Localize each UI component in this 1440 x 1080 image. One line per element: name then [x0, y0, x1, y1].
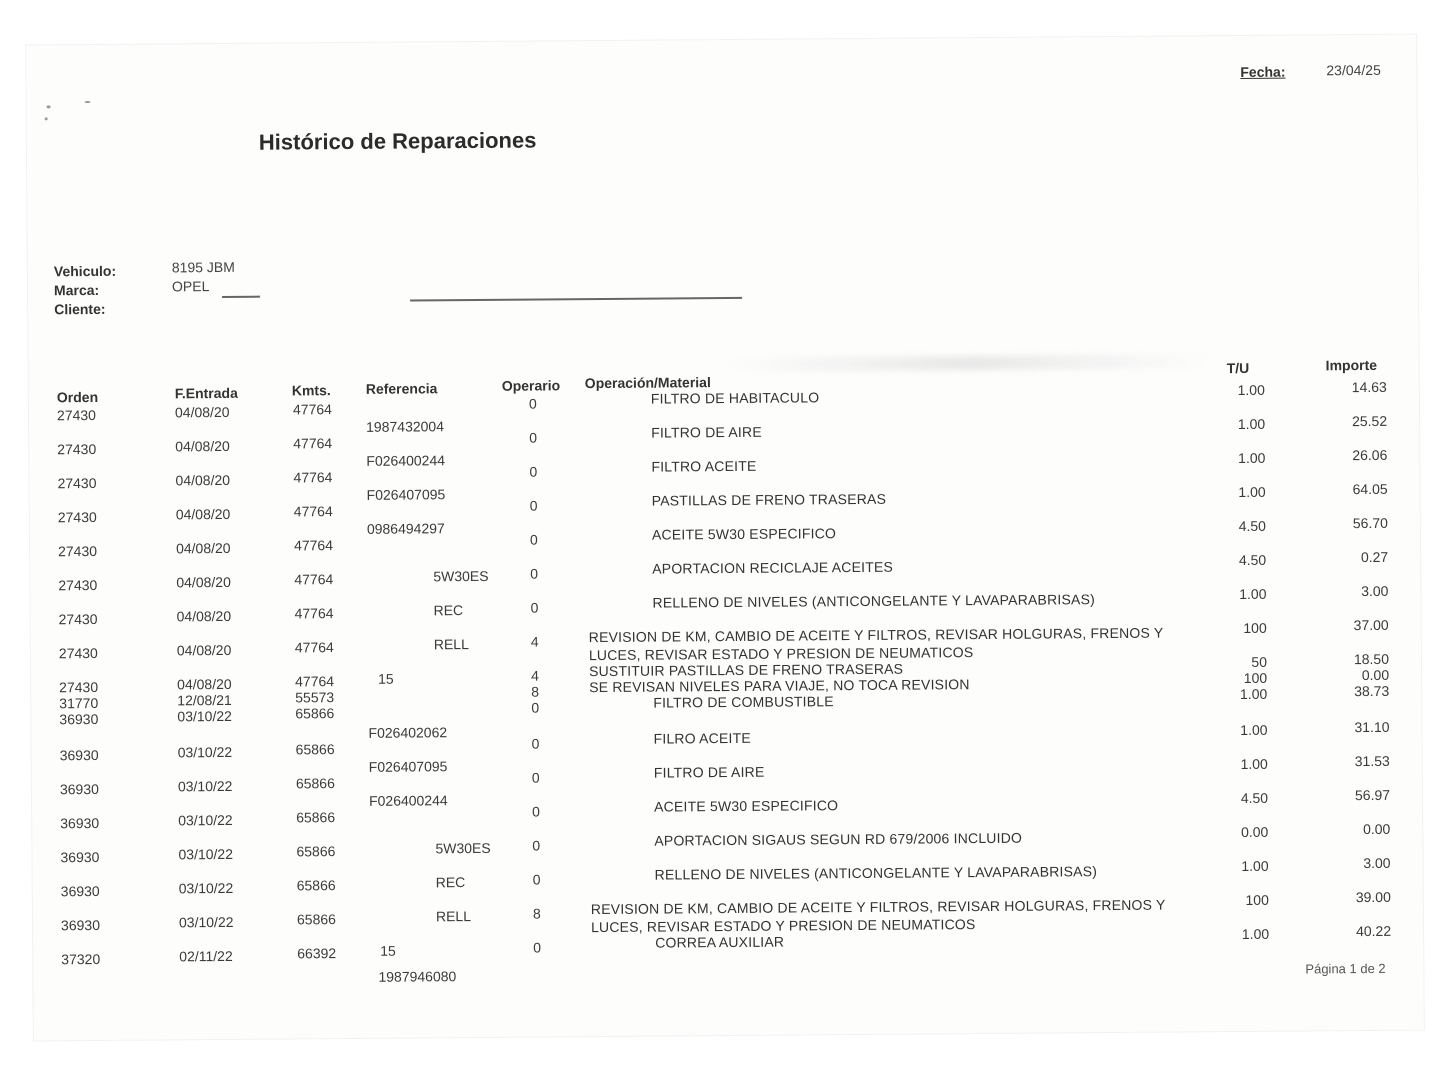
cell-kmts: 47764: [293, 503, 333, 520]
cell-importe: 37.00: [1353, 616, 1389, 634]
cell-orden: 27430: [56, 406, 96, 424]
cell-tu: 4.50: [1238, 551, 1267, 569]
cell-operacion: FILTRO DE HABITACULO: [650, 389, 820, 407]
scan-speck: [85, 101, 91, 103]
cell-kmts: 47764: [295, 673, 335, 690]
cell-operario: 0: [532, 871, 541, 888]
cell-referencia: 1987946080: [378, 968, 457, 985]
cell-operario: 8: [532, 905, 541, 922]
cell-kmts: 47764: [293, 469, 333, 486]
cell-importe: 56.70: [1352, 514, 1388, 532]
cell-orden: 27430: [59, 678, 99, 696]
cell-referencia: RELL: [435, 908, 472, 925]
cell-fecha: 04/08/20: [175, 505, 231, 523]
cell-orden: 36930: [59, 746, 99, 764]
cell-orden: 31770: [59, 694, 99, 712]
cell-importe: 25.52: [1351, 412, 1388, 430]
cell-fecha: 03/10/22: [177, 707, 232, 725]
cell-operacion: ACEITE 5W30 ESPECIFICO: [651, 525, 837, 543]
page-indicator: Página 1 de 2: [1305, 960, 1386, 977]
cell-orden: 27430: [58, 542, 98, 560]
cell-fecha: 03/10/22: [178, 811, 233, 829]
cell-kmts: 65866: [295, 741, 335, 758]
cell-operacion: APORTACION RECICLAJE ACEITES: [652, 558, 894, 577]
cell-tu: 1.00: [1239, 585, 1267, 603]
cell-operario: 0: [531, 699, 540, 716]
cell-orden: 37320: [61, 950, 101, 968]
cell-orden: 27430: [57, 508, 97, 526]
cell-importe: 26.06: [1352, 446, 1388, 464]
cell-operario: 0: [529, 463, 538, 480]
cell-importe: 31.10: [1354, 718, 1390, 736]
cell-kmts: 65866: [296, 877, 336, 894]
cell-fecha: 04/08/20: [176, 573, 231, 591]
cell-referencia: F026400244: [368, 792, 448, 809]
vehicle-value: 8195 JBM: [171, 258, 235, 276]
cell-operacion: APORTACION SIGAUS SEGUN RD 679/2006 INCLUIDO: [654, 829, 1023, 849]
cell-operario: 0: [529, 429, 538, 446]
cell-tu: 100: [1243, 669, 1268, 686]
cell-fecha: 04/08/20: [176, 607, 232, 625]
cell-referencia: F026402062: [368, 724, 448, 741]
cell-orden: 36930: [60, 848, 100, 866]
cell-operacion: SUSTITUIR PASTILLAS DE FRENO TRASERAS: [588, 660, 904, 680]
cell-referencia: F026407095: [368, 758, 448, 775]
cell-operario: 0: [528, 395, 537, 412]
cell-importe: 56.97: [1354, 786, 1391, 804]
cell-fecha: 04/08/20: [175, 471, 231, 489]
cell-importe: 3.00: [1361, 582, 1389, 600]
cell-referencia: 1987432004: [366, 418, 445, 435]
scan-speck: [45, 117, 48, 120]
cell-operacion: FILTRO DE COMBUSTIBLE: [653, 693, 834, 711]
cell-operario: 0: [532, 803, 540, 820]
cell-importe: 40.22: [1355, 922, 1392, 940]
cell-importe: 38.73: [1354, 682, 1390, 700]
client-label: Cliente:: [54, 300, 106, 318]
cell-kmts: 47764: [294, 571, 334, 588]
cell-referencia: 15: [378, 670, 394, 687]
cell-kmts: 65866: [296, 843, 336, 860]
cell-referencia: RELL: [433, 636, 469, 653]
cell-operacion: CORREA AUXILIAR: [655, 933, 785, 951]
col-referencia: Referencia: [365, 380, 438, 397]
cell-orden: 36930: [60, 916, 101, 934]
cell-operario: 0: [529, 497, 538, 514]
cell-kmts: 47764: [294, 639, 334, 656]
cell-tu: 1.00: [1239, 685, 1268, 702]
redaction-line: [410, 297, 742, 302]
cell-importe: 64.05: [1352, 480, 1388, 498]
cell-operacion: FILTRO ACEITE: [651, 457, 757, 475]
redacted-area: [729, 354, 1209, 372]
cell-tu: 1.00: [1238, 483, 1266, 501]
cell-operario: 0: [529, 531, 538, 548]
cell-referencia: REC: [435, 874, 466, 891]
col-operario: Operario: [501, 377, 561, 394]
col-orden: Orden: [56, 388, 99, 406]
cell-orden: 27430: [57, 440, 97, 458]
date-value: 23/04/25: [1326, 61, 1381, 79]
cell-referencia: F026407095: [366, 486, 446, 503]
cell-operacion: RELLENO DE NIVELES (ANTICONGELANTE Y LAVAPARABRISAS): [654, 863, 1098, 883]
cell-importe: 0.00: [1362, 820, 1391, 838]
cell-tu: 100: [1245, 891, 1269, 908]
cell-operario: 0: [533, 939, 542, 956]
cell-referencia: F026400244: [366, 452, 446, 469]
cell-operacion: SE REVISAN NIVELES PARA VIAJE, NO TOCA REVISION: [589, 676, 970, 696]
cell-referencia: 5W30ES: [435, 839, 491, 857]
cell-importe: 14.63: [1351, 378, 1387, 396]
cell-operacion-cont: LUCES, REVISAR ESTADO Y PRESION DE NEUMATICOS: [590, 916, 976, 936]
cell-tu: 1.00: [1237, 415, 1266, 433]
cell-referencia: 5W30ES: [433, 567, 489, 585]
cell-fecha: 04/08/20: [174, 403, 230, 421]
cell-importe: 0.27: [1360, 548, 1389, 566]
cell-importe: 0.00: [1361, 666, 1390, 684]
cell-kmts: 47764: [292, 401, 332, 418]
brand-label: Marca:: [53, 281, 100, 299]
redaction-line: [222, 296, 260, 298]
cell-fecha: 03/10/22: [178, 879, 234, 897]
cell-operacion-cont: LUCES, REVISAR ESTADO Y PRESION DE NEUMATICOS: [588, 644, 974, 664]
cell-kmts: 65866: [296, 911, 336, 928]
cell-orden: 27430: [58, 610, 98, 628]
scan-speck: [47, 105, 51, 108]
cell-operario: 4: [530, 667, 539, 684]
cell-operacion: FILRO ACEITE: [653, 729, 751, 747]
cell-orden: 27430: [58, 644, 98, 662]
cell-operario: 8: [531, 683, 540, 700]
cell-kmts: 65866: [295, 775, 335, 792]
cell-kmts: 65866: [296, 809, 336, 826]
cell-tu: 0.00: [1240, 823, 1269, 840]
cell-orden: 36930: [60, 814, 100, 832]
cell-orden: 27430: [57, 474, 97, 492]
cell-orden: 36930: [60, 882, 100, 900]
cell-fecha: 03/10/22: [177, 777, 233, 795]
cell-kmts: 47764: [294, 605, 334, 622]
cell-kmts: 47764: [293, 537, 334, 554]
col-tu: T/U: [1226, 359, 1250, 377]
cell-fecha: 04/08/20: [175, 539, 231, 557]
cell-operacion: FILTRO DE AIRE: [653, 763, 765, 781]
cell-fecha: 03/10/22: [178, 913, 234, 931]
cell-kmts: 47764: [293, 435, 333, 452]
cell-tu: 1.00: [1237, 381, 1265, 399]
cell-fecha: 03/10/22: [178, 845, 234, 863]
date-label: Fecha:: [1240, 63, 1286, 80]
cell-tu: 1.00: [1238, 449, 1266, 467]
col-kmts: Kmts.: [291, 382, 331, 399]
cell-tu: 1.00: [1240, 755, 1268, 772]
cell-tu: 100: [1243, 619, 1267, 636]
cell-tu: 1.00: [1241, 857, 1269, 874]
col-fentrada: F.Entrada: [174, 384, 238, 402]
cell-fecha: 04/08/20: [177, 675, 232, 693]
cell-operacion: PASTILLAS DE FRENO TRASERAS: [651, 490, 887, 509]
document-page: [26, 35, 1424, 1041]
cell-operacion: REVISION DE KM, CAMBIO DE ACEITE Y FILTROS, REVISAR HOLGURAS, FRENOS Y: [590, 896, 1166, 918]
col-operacion: Operación/Material: [584, 374, 711, 392]
cell-operacion: FILTRO DE AIRE: [651, 423, 762, 441]
cell-tu: 50: [1251, 653, 1268, 670]
cell-operacion: ACEITE 5W30 ESPECIFICO: [654, 797, 839, 815]
cell-operario: 0: [531, 735, 540, 752]
cell-kmts: 55573: [295, 689, 335, 706]
cell-fecha: 04/08/20: [176, 641, 232, 659]
cell-referencia: 0986494297: [366, 520, 445, 537]
page-title: Histórico de Reparaciones: [258, 127, 537, 155]
cell-tu: 4.50: [1240, 789, 1269, 806]
cell-operario: 0: [532, 837, 541, 854]
col-importe: Importe: [1325, 356, 1378, 374]
cell-orden: 36930: [59, 710, 99, 728]
cell-orden: 36930: [59, 780, 99, 798]
cell-kmts: 65866: [295, 705, 335, 722]
cell-importe: 39.00: [1355, 888, 1391, 906]
cell-orden: 27430: [58, 576, 98, 594]
cell-importe: 18.50: [1353, 650, 1390, 668]
cell-importe: 3.00: [1363, 854, 1391, 872]
cell-importe: 31.53: [1354, 752, 1390, 770]
cell-operario: 0: [530, 599, 539, 616]
cell-operario: 0: [531, 769, 540, 786]
cell-tu: 4.50: [1238, 517, 1266, 535]
vehicle-label: Vehiculo:: [53, 262, 117, 280]
cell-operacion: REVISION DE KM, CAMBIO DE ACEITE Y FILTROS, REVISAR HOLGURAS, FRENOS Y: [588, 624, 1164, 646]
cell-fecha: 04/08/20: [175, 437, 230, 455]
cell-operacion: RELLENO DE NIVELES (ANTICONGELANTE Y LAVAPARABRISAS): [652, 591, 1096, 611]
cell-tu: 1.00: [1241, 925, 1270, 942]
cell-fecha: 12/08/21: [177, 691, 232, 709]
cell-fecha: 03/10/22: [177, 743, 233, 761]
cell-referencia: 15: [380, 942, 396, 959]
cell-operario: 4: [530, 633, 539, 650]
cell-tu: 1.00: [1240, 721, 1268, 738]
cell-fecha: 02/11/22: [179, 947, 233, 965]
cell-referencia: REC: [433, 602, 464, 619]
cell-kmts: 66392: [297, 945, 337, 962]
brand-value: OPEL: [171, 278, 210, 295]
cell-operario: 0: [530, 565, 539, 582]
